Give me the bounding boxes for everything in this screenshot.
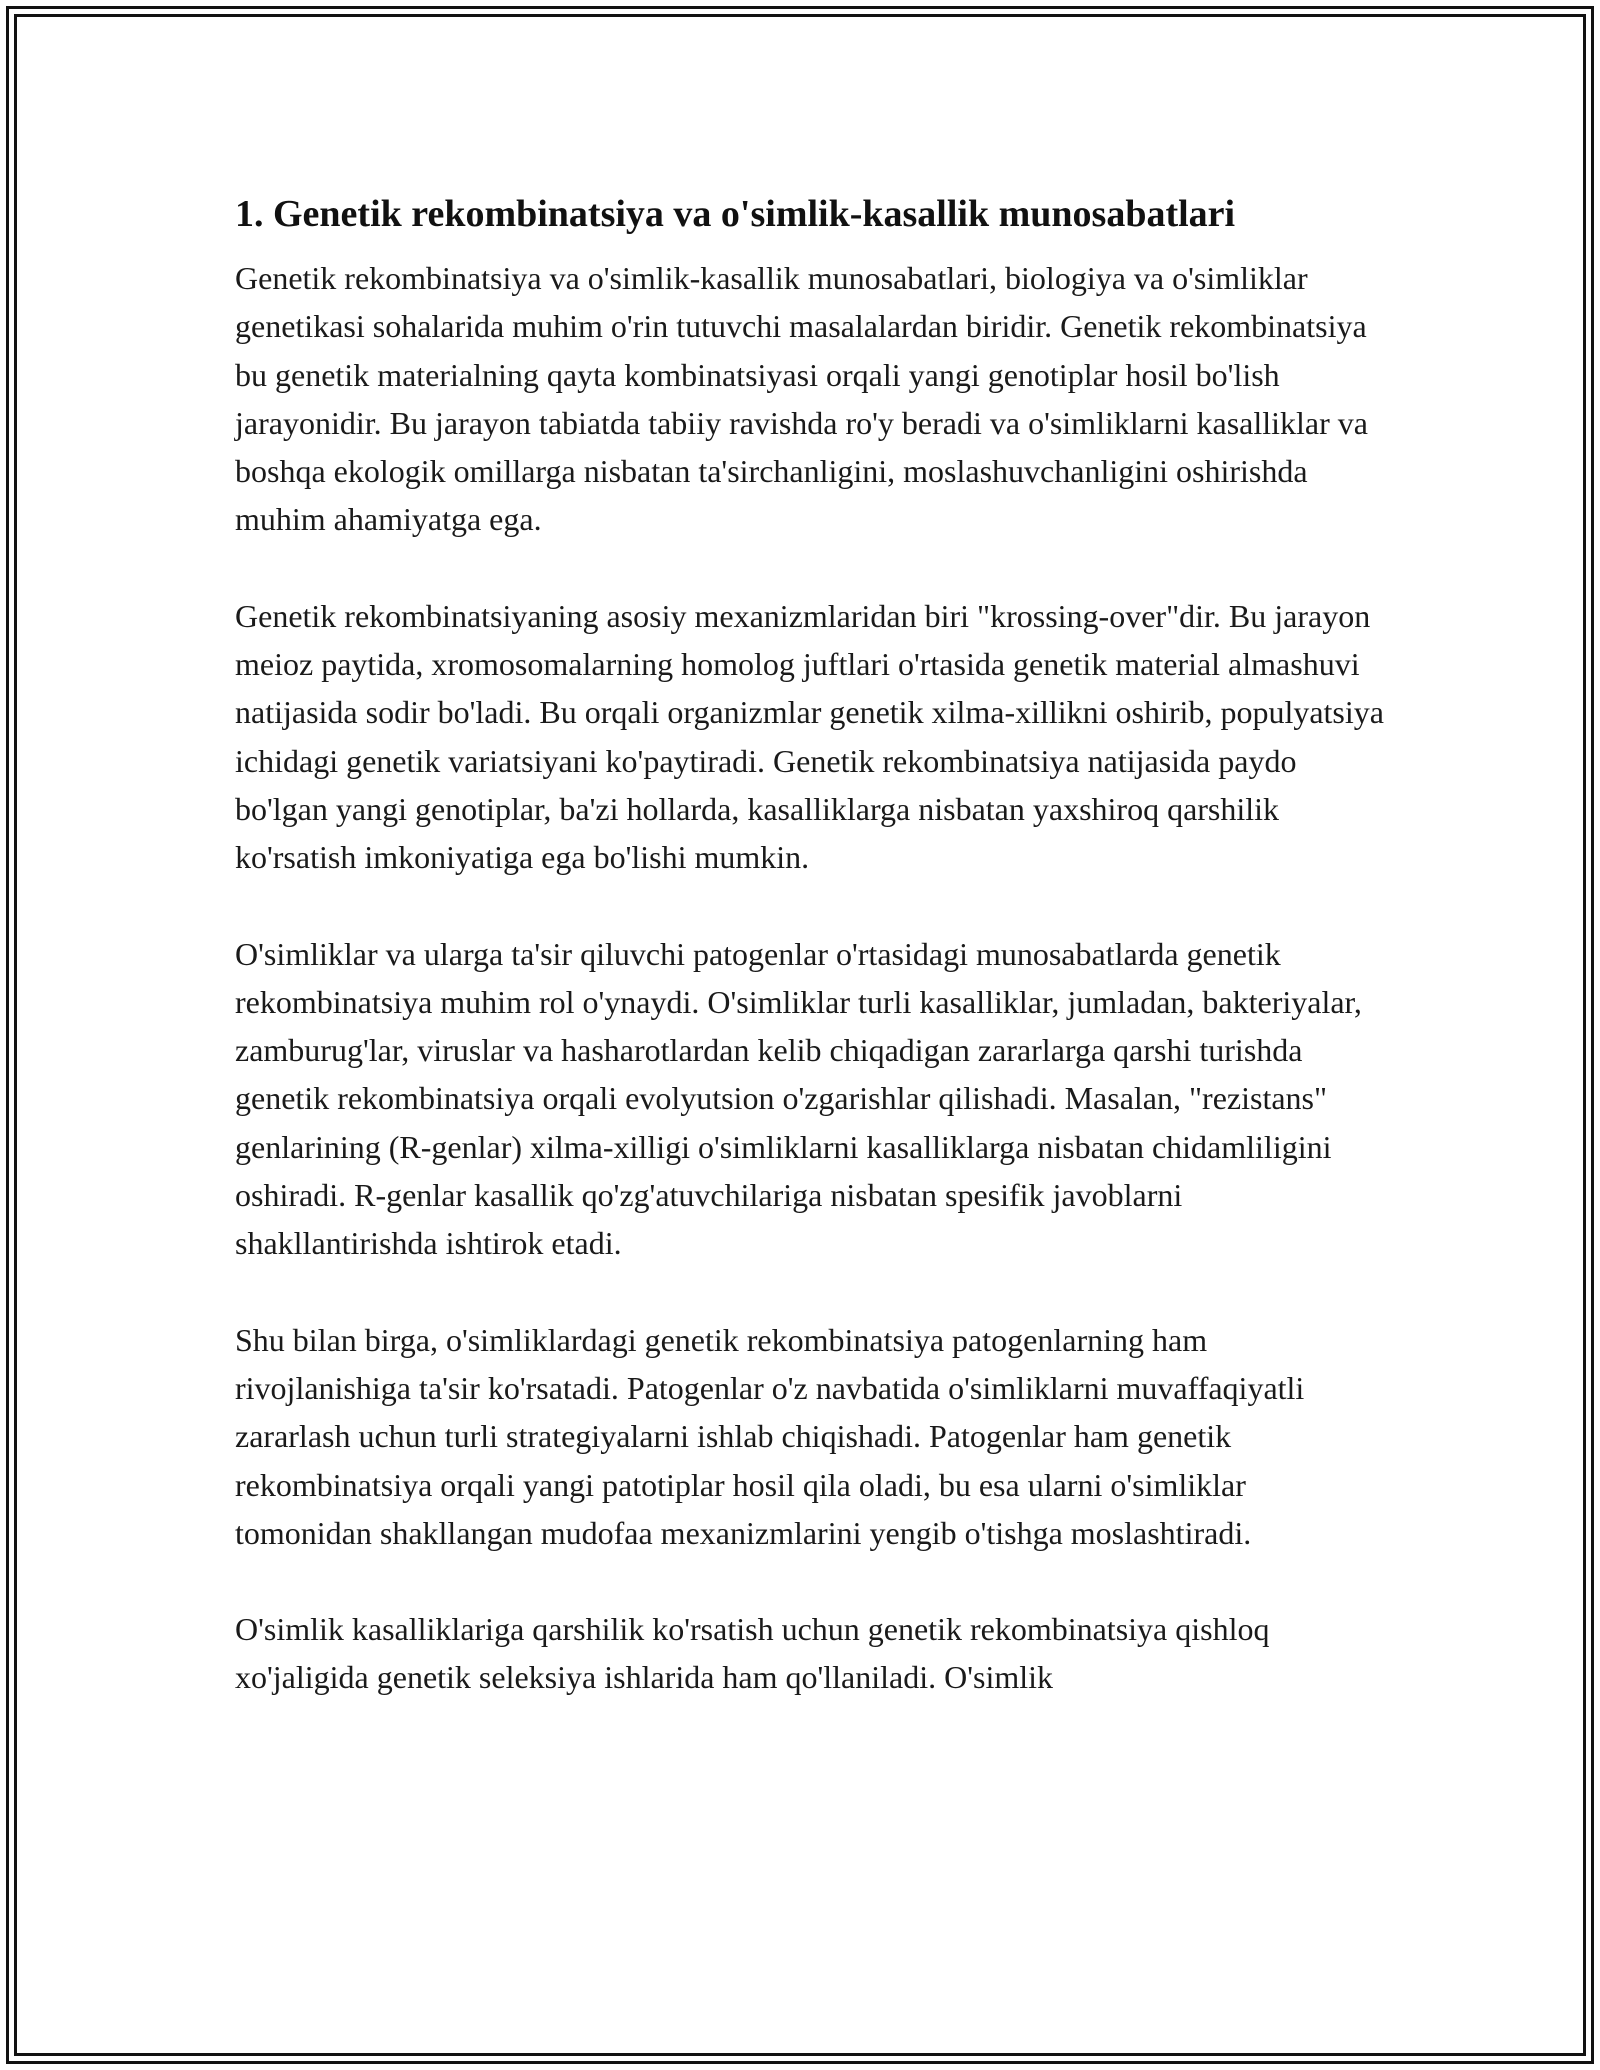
paragraph-4: Shu bilan birga, o'simliklardagi genetik rekombinatsiya patogenlarning ham rivojlanishiga ta'sir ko'rsatadi. Patogenlar o'z navbatida o'simliklarni muvaffaqiyatli zararlash uchun turli strategiyalarni ishlab chiqishadi. Patogenlar ham genetik rekombinatsiya orqali yangi patotiplar hosil qila oladi, bu esa ularni o'simliklar tomonidan shakllangan mudofaa mexanizmlarini yengib o'tishga moslashtiradi. xyxy=(235,1321,1305,1551)
section-heading: 1. Genetik rekombinatsiya va o'simlik-kasallik munosabatlari xyxy=(235,193,1236,235)
paragraph-1: Genetik rekombinatsiya va o'simlik-kasallik munosabatlari, biologiya va o'simliklar genetikasi sohalarida muhim o'rin tutuvchi masalalardan biridir. Genetik rekombinatsiya bu genetik materialning qayta kombinatsiyasi orqali yangi genotiplar hosil bo'lish jarayonidir. Bu jarayon tabiatda tabiiy ravishda ro'y beradi va o'simliklarni kasalliklar va boshqa ekologik omillarga nisbatan ta'sirchanligini, moslashuvchanligini oshirishda muhim ahamiyatga ega. xyxy=(235,260,1368,538)
paragraph-2: Genetik rekombinatsiyaning asosiy mexanizmlaridan biri "krossing-over"dir. Bu jarayon meioz paytida, xromosomalarning homolog juftlari o'rtasida genetik material almashuvi natijasida sodir bo'ladi. Bu orqali organizmlar genetik xilma-xillikni oshirib, populyatsiya ichidagi genetik variatsiyani ko'paytiradi. Genetik rekombinatsiya natijasida paydo bo'lgan yangi genotiplar, ba'zi hollarda, kasalliklarga nisbatan yaxshiroq qarshilik ko'rsatish imkoniyatiga ega bo'lishi mumkin. xyxy=(235,597,1384,876)
paragraph-3: O'simliklar va ularga ta'sir qiluvchi patogenlar o'rtasidagi munosabatlarda genetik rekombinatsiya muhim rol o'ynaydi. O'simliklar turli kasalliklar, jumladan, bakteriyalar, zamburug'lar, viruslar va hasharotlardan kelib chiqadigan zararlarga qarshi turishda genetik rekombinatsiya orqali evolyutsion o'zgarishlar qilishadi. Masalan, "rezistans" genlarining (R-genlar) xilma-xilligi o'simliklarni kasalliklarga nisbatan chidamliligini oshiradi. R-genlar kasallik qo'zg'atuvchilariga nisbatan spesifik javoblarni shakllantirishda ishtirok etadi. xyxy=(235,935,1362,1262)
paragraph-5: O'simlik kasalliklariga qarshilik ko'rsatish uchun genetik rekombinatsiya qishloq xo'jaligida genetik seleksiya ishlarida ham qo'llaniladi. O'simlik xyxy=(235,1611,1270,1696)
document-body xyxy=(235,186,1385,1750)
